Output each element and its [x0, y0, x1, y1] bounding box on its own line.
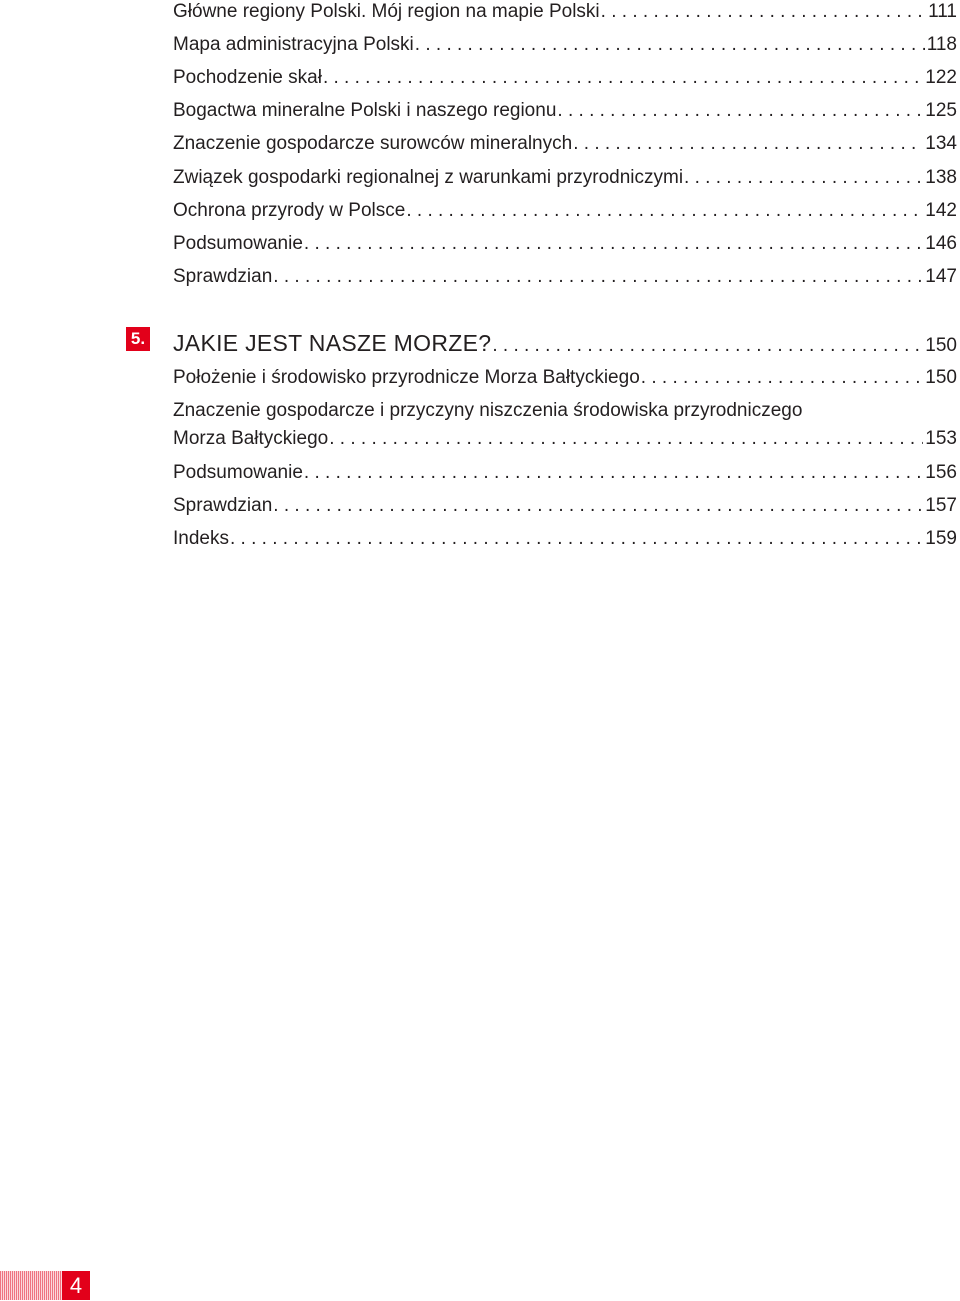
toc-entry[interactable] [173, 527, 957, 551]
toc-entry[interactable] [173, 132, 957, 156]
toc-entry-page: 142 [925, 200, 957, 221]
toc-entry-title: Mapa administracyjna Polski [173, 34, 414, 55]
dot-leader [304, 461, 923, 485]
dot-leader [573, 132, 923, 156]
chapter-heading[interactable] [173, 331, 957, 358]
toc-entry-page: 150 [925, 367, 957, 388]
toc-entry-page: 118 [926, 34, 957, 55]
toc-entry[interactable] [173, 66, 957, 90]
toc-entry-page: 147 [925, 266, 957, 287]
dot-leader [557, 99, 923, 123]
toc-entry-title: Ochrona przyrody w Polsce [173, 200, 406, 221]
toc-entry-title: Pochodzenie skał [173, 67, 322, 88]
chapter-page: 150 [925, 335, 957, 356]
toc-entry-title: Główne regiony Polski. Mój region na mapie Polski [173, 1, 600, 22]
chapter-number-badge: 5. [126, 327, 150, 351]
dot-leader [684, 166, 923, 190]
toc-entry[interactable] [173, 232, 957, 256]
toc-entry-page: 111 [928, 1, 957, 22]
toc-entry-title: Podsumowanie [173, 462, 303, 483]
toc-entry[interactable] [173, 0, 957, 24]
toc-entry-page: 156 [925, 462, 957, 483]
toc-entry[interactable] [173, 366, 957, 390]
toc-entry-page: 138 [925, 167, 957, 188]
toc-entry[interactable] [173, 199, 957, 223]
toc-entry-page: 125 [925, 100, 957, 121]
dot-leader [601, 0, 926, 24]
toc-entry[interactable] [173, 461, 957, 485]
dot-leader [304, 232, 923, 256]
page-number: 4 [62, 1271, 90, 1300]
toc-entry-page: 146 [925, 233, 957, 254]
dot-leader [273, 494, 923, 518]
toc-entry-title: Znaczenie gospodarcze surowców mineralnych [173, 133, 573, 154]
toc-entry[interactable] [173, 166, 957, 190]
chapter-title: JAKIE JEST NASZE MORZE? [173, 330, 492, 356]
toc-entry[interactable] [173, 427, 957, 451]
toc-entry-title: Związek gospodarki regionalnej z warunkami przyrodniczymi [173, 167, 684, 188]
toc-entry[interactable] [173, 265, 957, 289]
toc-entry[interactable] [173, 494, 957, 518]
dot-leader [415, 33, 925, 57]
toc-entry-page: 122 [925, 67, 957, 88]
toc-entry[interactable] [173, 99, 957, 123]
dot-leader [230, 527, 923, 551]
toc-entry[interactable] [173, 33, 957, 57]
dot-leader [329, 427, 923, 451]
toc-entry-title: Bogactwa mineralne Polski i naszego regionu [173, 100, 557, 121]
dot-leader [406, 199, 923, 223]
toc-entry-page: 157 [925, 495, 957, 516]
toc-entry-page: 159 [925, 528, 957, 549]
toc-entry-page: 134 [925, 133, 957, 154]
dot-leader [273, 265, 923, 289]
toc-entry-title: Morza Bałtyckiego [173, 428, 329, 449]
toc-entry-title: Sprawdzian [173, 266, 273, 287]
footer-decorative-bar [0, 1271, 62, 1300]
toc-entry-title-line1[interactable]: Znaczenie gospodarcze i przyczyny niszczenia środowiska przyrodniczego [173, 400, 803, 421]
toc-entry-title: Sprawdzian [173, 495, 273, 516]
toc-entry-title: Położenie i środowisko przyrodnicze Morza Bałtyckiego [173, 367, 640, 388]
toc-entry-title: Podsumowanie [173, 233, 303, 254]
dot-leader [492, 334, 923, 358]
dot-leader [323, 66, 923, 90]
dot-leader [641, 366, 924, 390]
toc-entry-page: 153 [925, 428, 957, 449]
toc-entry-title: Indeks [173, 528, 229, 549]
